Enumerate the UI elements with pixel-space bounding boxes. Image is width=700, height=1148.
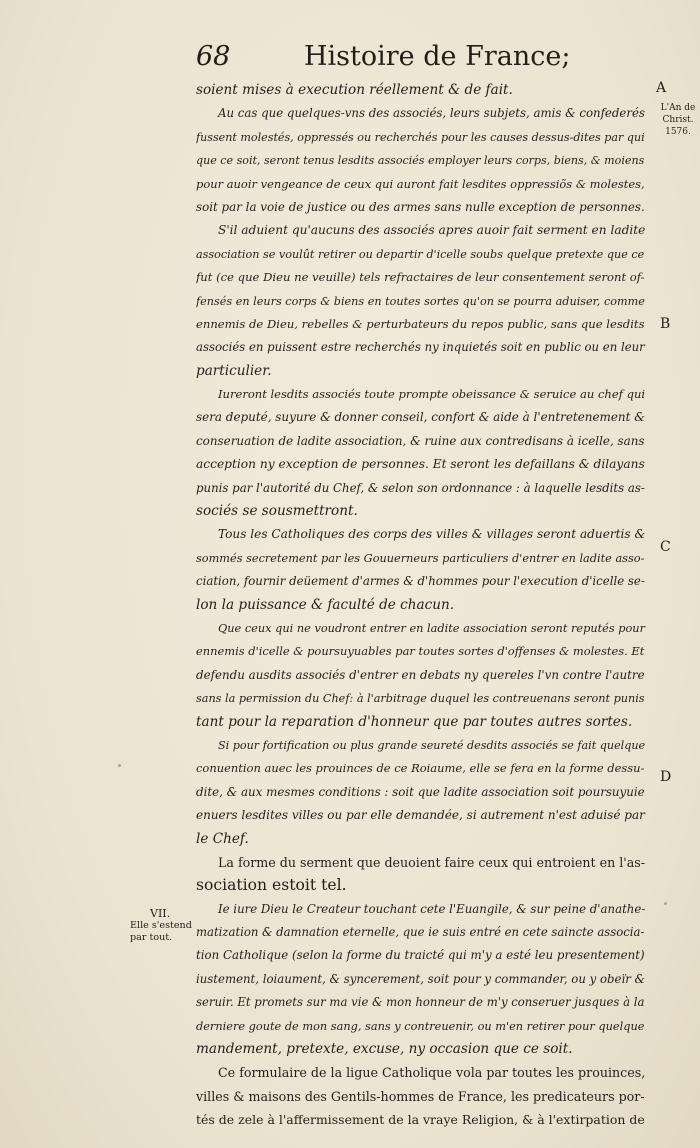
text-line: conseruation de ladite association, & ruine aux contredisans à icelle, sans [196, 433, 645, 448]
text-line: sociés se sousmettront. [196, 503, 358, 520]
text-line: fensés en leurs corps & biens en toutes sortes qu'on se pourra aduiser, comme [196, 294, 645, 308]
text-line: ennemis d'icelle & poursuyuables par toutes sortes d'offenses & molestes. Et [196, 644, 645, 659]
sidenote-line: Elle s'estend [130, 920, 192, 931]
text-line: association se voulût retirer ou departir d'icelle soubs quelque pretexte que ce [196, 247, 645, 261]
text-line: villes & maisons des Gentils-hommes de France, les predicateurs por- [196, 1088, 645, 1104]
text-line: matization & damnation eternelle, que ie suis entré en cete saincte associa- [196, 925, 645, 940]
margin-letter-d: D [660, 769, 672, 785]
running-title: Histoire de France; [304, 41, 571, 72]
text-line: sans la permission du Chef: à l'arbitrage duquel les contreuenans seront punis [196, 692, 645, 706]
text-line: S'il aduient qu'aucuns des associés apres auoir fait serment en ladite [218, 223, 646, 238]
text-line: derniere goute de mon sang, sans y contreuenir, ou m'en retirer pour quelque [196, 1018, 645, 1033]
text-line: Ce formulaire de la ligue Catholique vola par toutes les prouinces, [218, 1065, 646, 1081]
text-line: soit par la voie de justice ou des armes sans nulle exception de personnes. [196, 199, 645, 214]
margin-year-line: L'An de [660, 103, 696, 113]
margin-year-note [656, 102, 700, 138]
margin-year-line: Christ. [662, 115, 694, 125]
margin-letter-c: C [660, 539, 671, 555]
text-line: mandement, pretexte, excuse, ny occasion que ce soit. [196, 1041, 573, 1058]
text-line: tant pour la reparation d'honneur que par toutes autres sortes. [196, 713, 633, 730]
text-line: conuention auec les prouinces de ce Roiaume, elle se fera en la forme dessu- [196, 761, 645, 776]
margin-year-line: 1576. [665, 127, 691, 137]
text-line: sera deputé, suyure & donner conseil, confort & aide à l'entretenement & [196, 410, 645, 425]
paper-speck [664, 902, 667, 905]
text-line: Tous les Catholiques des corps des villes & villages seront aduertis & [218, 527, 646, 542]
margin-letter-a: A [656, 80, 667, 96]
sidenote-number: VII. [150, 907, 171, 920]
text-line: Si pour fortification ou plus grande seureté desdits associés se fait quelque [218, 738, 646, 752]
text-line: particulier. [196, 362, 272, 379]
text-line: soient mises à execution réellement & de fait. [196, 82, 513, 98]
text-line: tion Catholique (selon la forme du traicté qui m'y a esté leu presentement) [196, 948, 645, 963]
text-line: seruir. Et promets sur ma vie & mon honneur de m'y conseruer jusques à la [196, 995, 645, 1010]
text-line: ennemis de Dieu, rebelles & perturbateurs du repos public, sans que lesdits [196, 316, 645, 331]
text-line: sommés secretement par les Gouuerneurs particuliers d'entrer en ladite asso- [196, 551, 645, 565]
text-line: dite, & aux mesmes conditions : soit que ladite association soit poursuyuie [196, 784, 645, 799]
text-line: associés en puissent estre recherchés ny inquietés soit en public ou en leur [196, 340, 645, 355]
page-number: 68 [196, 41, 231, 72]
text-line: sociation estoit tel. [196, 876, 347, 895]
paper-speck [118, 764, 121, 767]
text-line: fut (ce que Dieu ne veuille) tels refractaires de leur consentement seront of- [196, 270, 645, 285]
text-line: fussent molestés, oppressés ou recherchés pour les causes dessus-dites par qui [196, 130, 645, 144]
sidenote-line: par tout. [130, 932, 173, 943]
text-line: le Chef. [196, 830, 249, 847]
text-line: que ce soit, seront tenus lesdits associés employer leurs corps, biens, & moiens [196, 154, 645, 168]
page-header [196, 40, 571, 74]
text-line: tés de zele à l'affermissement de la vraye Religion, & à l'extirpation de [196, 1112, 645, 1128]
text-line: Au cas que quelques-vns des associés, leurs subjets, amis & confederés [218, 106, 645, 121]
text-line: defendu ausdits associés d'entrer en debats ny quereles l'vn contre l'autre [196, 667, 645, 682]
text-line: pour auoir vengeance de ceux qui auront fait lesdites oppressiõs & molestes, [196, 176, 645, 191]
text-line: enuers lesdites villes ou par elle demandée, si autrement n'est aduisé par [196, 808, 645, 823]
text-line: Iureront lesdits associés toute prompte obeissance & seruice au chef qui [218, 387, 646, 402]
margin-sidenote [130, 908, 196, 944]
text-line: punis par l'autorité du Chef, & selon son ordonnance : à laquelle lesdits as- [196, 480, 645, 495]
text-line: Ie iure Dieu le Createur touchant cete l'Euangile, & sur peine d'anathe- [218, 901, 646, 916]
text-line: acception ny exception de personnes. Et seront les defaillans & dilayans [196, 457, 645, 472]
main-text [196, 79, 654, 1132]
text-line: ciation, fournir deüement d'armes & d'hommes pour l'execution d'icelle se- [196, 574, 645, 589]
text-line: Que ceux qui ne voudront entrer en ladite association seront reputés pour [218, 620, 645, 635]
margin-letter-b: B [660, 316, 671, 332]
text-line: iustement, loiaument, & syncerement, soit pour y commander, ou y obeïr & [196, 971, 645, 986]
text-line: La forme du serment que deuoient faire ceux qui entroient en l'as- [218, 854, 646, 870]
text-line: lon la puissance & faculté de chacun. [196, 596, 455, 613]
